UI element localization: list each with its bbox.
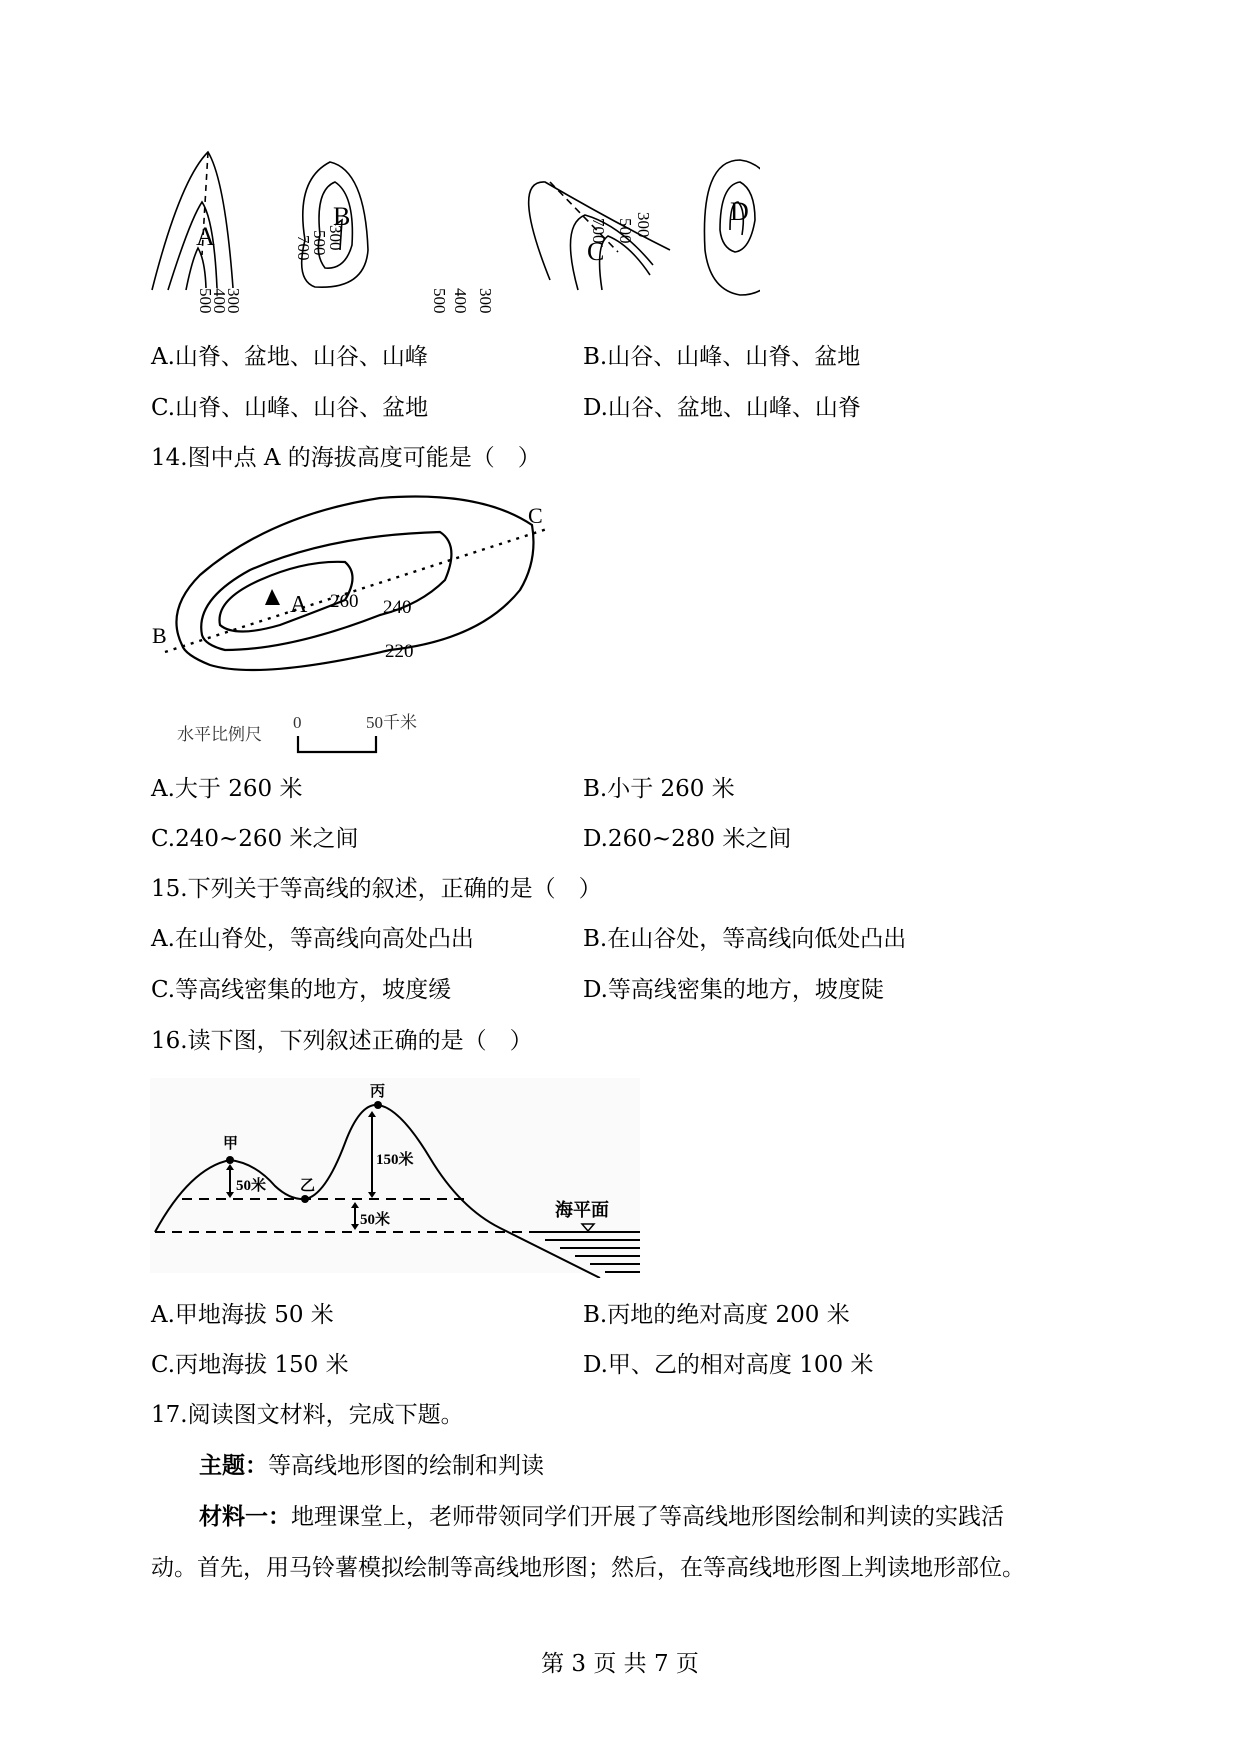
label-A: A (196, 222, 215, 251)
q16-option-c: C.丙地海拔 150 米 (151, 1352, 349, 1378)
contour-300: 300 (224, 288, 243, 314)
point-c: C (528, 503, 543, 528)
q16-profile-figure (150, 1078, 650, 1278)
q14-option-d: D.260~280 米之间 (583, 826, 792, 852)
contour-700: 700 (294, 235, 313, 261)
contour-400: 400 (210, 288, 229, 314)
height-150m: 150米 (376, 1152, 414, 1168)
contour-220: 220 (385, 641, 414, 662)
q16-option-a: A.甲地海拔 50 米 (151, 1302, 334, 1328)
q14-contour-figure (140, 490, 580, 760)
label-D: D (730, 197, 749, 226)
contour-300: 300 (476, 288, 495, 314)
q17-material1-line1 (199, 1502, 1004, 1532)
contour-700: 700 (589, 218, 608, 244)
q16-stem: 16.读下图，下列叙述正确的是（ ） (151, 1028, 533, 1054)
contour-400: 400 (451, 288, 470, 314)
contour-240: 240 (383, 597, 412, 618)
height-50m-2: 50米 (360, 1212, 391, 1228)
contour-300: 300 (326, 225, 345, 251)
label-B: B (333, 202, 351, 231)
contour-260: 260 (330, 591, 359, 612)
label-C: C (587, 237, 605, 266)
q16-option-d: D.甲、乙的相对高度 100 米 (583, 1352, 874, 1378)
q13-contour-figure (140, 140, 760, 340)
point-b: B (152, 623, 167, 648)
scale-start: 0 (293, 713, 302, 732)
q13-option-c: C.山脊、山峰、山谷、盆地 (151, 395, 429, 421)
q17-topic (199, 1451, 544, 1481)
q13-option-d: D.山谷、盆地、山峰、山脊 (583, 395, 861, 421)
point-a: A (290, 592, 308, 618)
contour-500: 500 (616, 218, 635, 244)
contour-300: 300 (634, 212, 653, 238)
q15-option-c: C.等高线密集的地方，坡度缓 (151, 977, 452, 1003)
contour-500: 500 (430, 288, 449, 314)
contour-500: 500 (310, 230, 329, 256)
scale-end: 50千米 (366, 713, 417, 732)
q16-option-b: B.丙地的绝对高度 200 米 (583, 1302, 850, 1328)
topic-label: 主题： (199, 1452, 268, 1479)
height-50m: 50米 (236, 1178, 267, 1194)
sea-level-label: 海平面 (555, 1200, 609, 1220)
peak-triangle-icon (265, 589, 280, 605)
material1-text: 地理课堂上，老师带领同学们开展了等高线地形图绘制和判读的实践活 (291, 1504, 1004, 1530)
q14-option-c: C.240~260 米之间 (151, 826, 359, 852)
q13-option-a: A.山脊、盆地、山谷、山峰 (151, 344, 428, 370)
q17-stem: 17.阅读图文材料，完成下题。 (151, 1402, 464, 1428)
scale-label: 水平比例尺 (177, 725, 262, 744)
label-yi: 乙 (300, 1178, 316, 1194)
q15-stem: 15.下列关于等高线的叙述，正确的是（ ） (151, 876, 602, 902)
q14-option-a: A.大于 260 米 (151, 776, 303, 802)
q15-option-a: A.在山脊处，等高线向高处凸出 (151, 926, 474, 952)
q15-option-b: B.在山谷处，等高线向低处凸出 (583, 926, 907, 952)
q14-stem: 14.图中点 A 的海拔高度可能是（ ） (151, 445, 541, 471)
q13-option-b: B.山谷、山峰、山脊、盆地 (583, 344, 861, 370)
scale-bar (298, 736, 376, 752)
label-jia: 甲 (223, 1136, 239, 1152)
topic-text: 等高线地形图的绘制和判读 (268, 1453, 544, 1479)
q15-option-d: D.等高线密集的地方，坡度陡 (583, 977, 884, 1003)
page-footer: 第 3 页 共 7 页 (541, 1651, 699, 1677)
label-bing: 丙 (370, 1084, 386, 1100)
q14-option-b: B.小于 260 米 (583, 776, 735, 802)
material1-label: 材料一： (199, 1503, 291, 1530)
q17-material1-line2: 动。首先，用马铃薯模拟绘制等高线地形图；然后，在等高线地形图上判读地形部位。 (151, 1555, 1025, 1581)
contour-500: 500 (196, 288, 215, 314)
